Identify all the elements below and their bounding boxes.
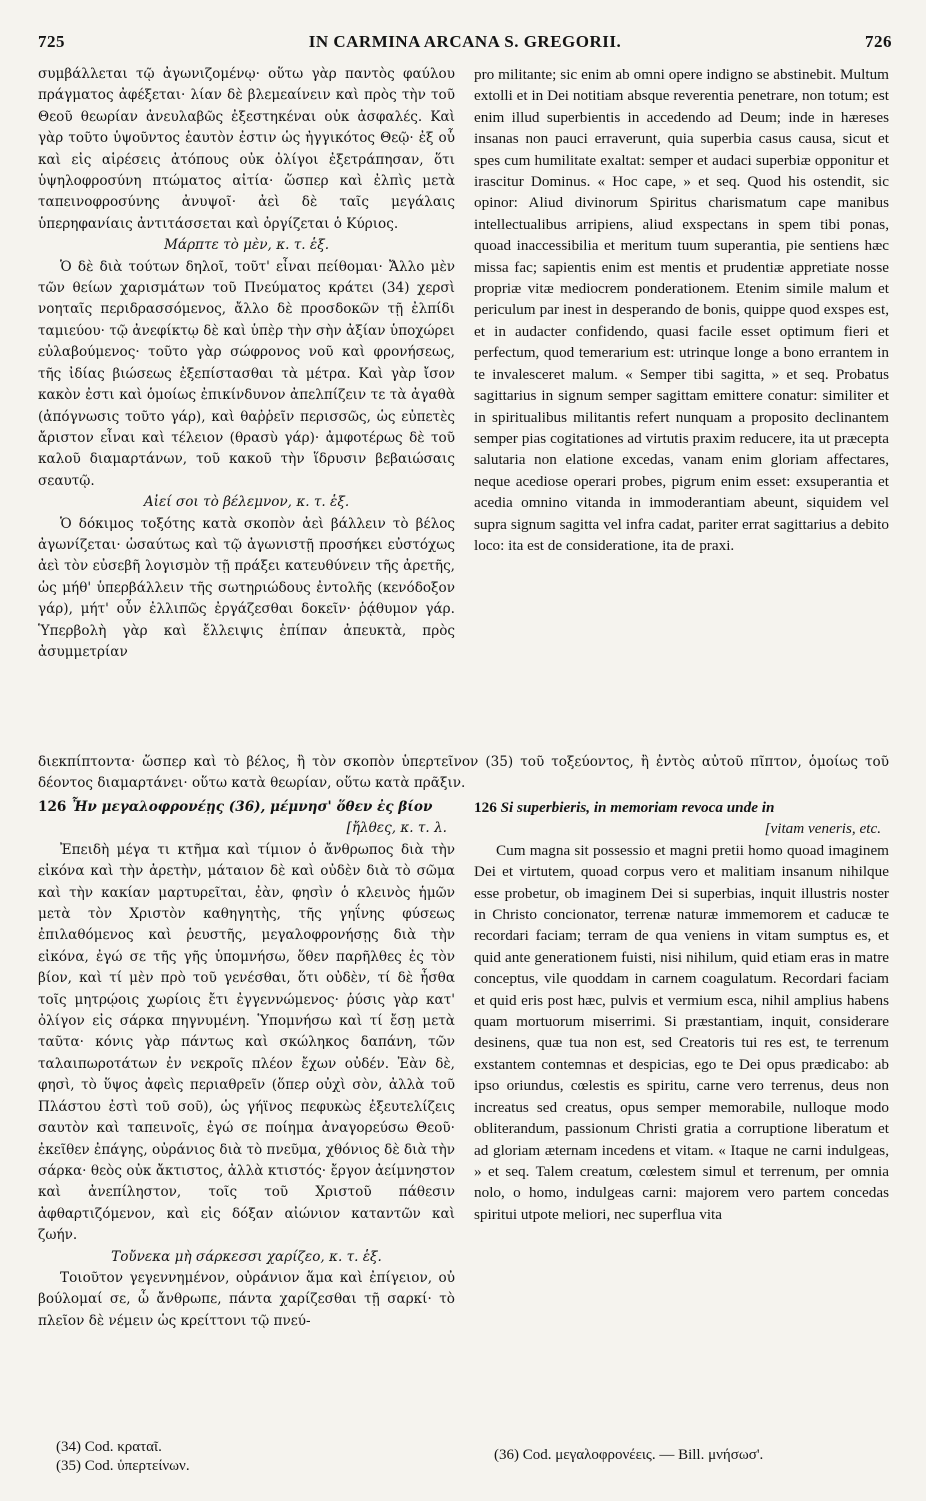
latin-paragraph: pro militante; sic enim ab omni opere indigno se abstinebit. Multum extolli et in Dei notitiam absque reverentia penetrare, non totum; est enim illud superbientis in accedendo ad Deum; inde in hæreses insanas non pauci erraverunt, quia superbia casus causa, sicut et spes cum humilitate exaltat: semper et audaci superbiæ opponitur et irascitur Dominus. « Hoc cape, » et seq. Quod his ostendit, sic opinor: Aliud divinorum Spiritus charismatum cape manibus intellectualibus arripiens, aliud exspectans in spem tibi ponas, quoad inaccessibilia et meritum tuum superantia, pie sentiens hæc missa fac; sapientis enim est mentis et prudentiæ appretiate nosse propriæ vitæ mediocrem ponderationem. Etenim simile malum et periculum par inest in desperando de bonis, quippe quod exspes est, et in audacter confidendo, quasi facile esset optimum fieri et perfectum, quod temerarium est: utrinque longe a bono errantem in te invalesceret malum. « Semper tibi sagitta, » et seq. Probatus sagittarius in signum semper sagittam emittere conatur: similiter et in spiritualibus militantis refert nunquam a proposito declinantem semper pias cogitationes ad virtutis praxim reducere, ita ut præcepta salutaria non elatione excedas, vanam enim gloriam affectares, neque acediose operari probes, pigrum enim esset: exsuperantia et acedia omnino vitanda in immoderantiam abeunt, siquidem vel supra signum sagitta vel infra cadat, pariter errat sagittarius a debito loco: ita est de consideratione, ita de praxi. [474, 66, 889, 554]
latin-paragraph: Cum magna sit possessio et magni pretii homo quoad imaginem Dei et virtutem, quoad corpus vero et malitiam insanum nihilque esse probetur, ob imaginem Dei si superbias, inquit illustris noster in Christo concionator, terrenæ naturæ immemorem et caducæ te recordari faciam; terram de qua veniens in vitam sumptus es, et quid ante generationem fuisti, nisi nihilum, quid etiam eras in matre conceptus, vile quoddam in carnem coagulatum. Recordari faciam et quid eris post hæc, pulvis et vermium esca, nihil amplius habens quam mortuorum miserrimi. Si præstantiam, inquit, considerare desinens, quæ tua non est, sed Creatoris tui res est, te terrenum exstantem contemnas et despicias, ego te Dei opus prædicabo: ab ipso oriundus, cœlestis es spiritu, carne vero terrenus, deus non increatus sed creatus, opus semper memorabile, nulloque modo obliterandum, passionum Christi gratia a corruptione liberatum et ad gloriam æternam incedens et vitam. « Itaque ne carni indulgeas, » et seq. Talem creatum, cœlestem simul et terrenum, per omnia nolo, o homo, indulgeas carni: majorem vero partem concedas spiritui utpote meliori, nec superflua vita [474, 841, 889, 1223]
section-heading-text: Ἦν μεγαλοφρονέῃς (36), μέμνησ' ὅθεν ἐς βίον [71, 799, 433, 815]
greek-column-bottom [38, 797, 455, 1332]
greek-paragraph: Ὁ δὲ διὰ τούτων δηλοῖ, τοῦτ' εἶναι πείθομαι· Ἄλλο μὲν τῶν θείων χαρισμάτων τοῦ Πνεύματος κράτει (34) χερσὶ νοηταῖς περιδρασσόμενος, ἄλλο δὲ προσδοκῶν τῇ ἐλπίδι ταμιεύου· τῷ ἀνεφίκτῳ δὲ καὶ ὑπὲρ τὴν σὴν ἀξίαν ὑποχώρει εὐλαβούμενος· τοῦτο γὰρ σώφρονος νοῦ καὶ φρονήσεως, τῆς ἰδίας βιώσεως ἐξεπίστασθαι τὰ μέτρα. Καὶ γὰρ ἴσον κακὸν ἐστι καὶ ὁμοίως ἐπικίνδυνον ἀπελπίζειν τε τὰ ἀγαθὰ (ἀπόγνωσις τοῦτο γάρ), καὶ θαῤῥεῖν περισσῶς, ὡς εὐπετὲς ἄριστον εἶναι καὶ τέλειον (θρασὺ γάρ)· ἀμφοτέρως δὲ τοῦ καλοῦ διαμαρτάνων, τοῦ κακοῦ τὴν ἵδρυσιν βεβαιώσαις σεαυτῷ. [38, 258, 455, 489]
greek-paragraph: Τοιοῦτον γεγεννημένον, οὐράνιον ἅμα καὶ ἐπίγειον, οὐ βούλομαί σε, ὦ ἄνθρωπε, πάντα χαρίζεσθαι τῇ σαρκί· τὸ πλεῖον δὲ νέμειν ὡς κρείττονι τῷ πνεύ- [38, 1269, 455, 1329]
footnote: (35) Cod. ὑπερτείνων. [56, 1458, 190, 1474]
latin-column-bottom [474, 797, 889, 1225]
footnote: (36) Cod. μεγαλοφρονέεις. — Bill. μνήσωσ'. [494, 1447, 764, 1463]
footnotes-right [494, 1446, 763, 1465]
greek-paragraph: Ἐπειδὴ μέγα τι κτῆμα καὶ τίμιον ὁ ἄνθρωπος διὰ τὴν εἰκόνα καὶ τὴν ἀρετὴν, μάταιον δὲ καὶ οὐδὲν διὰ τὸ σῶμα καὶ τὴν κακίαν μαρτυρεῖται, ἐὰν, φησὶν ὁ κλεινὸς ἡμῶν μετὰ τὸν Χριστὸν καθηγητὴς, τῆς γηΐνης φύσεως ἐπιλαθόμενος καὶ ῥευστῆς, μεγαλοφρονήσῃς διὰ τὴν εἰκόνα, ἐγώ σε τῆς γῆς ὑπομνήσω, ὅθεν παρῆλθες ἐς τὸν βίον, καὶ τί μὲν πρὸ τοῦ γενέσθαι, ὅτι οὐδὲν, τί δὲ ἦσθα τοῖς μητρῴοις χωρίοις ἔτι ἐγγεννώμενος· ῥύσις γὰρ κατ' ὀλίγον εἰς σάρκα πηγνυμένη. Ὑπομνήσω καὶ τί ἔσῃ μετὰ ταῦτα· κόνις γὰρ πάντως καὶ σκώληκος δαπάνη, τῶν ταλαιπωροτάτων ἐν νεκροῖς πλέον ἔχων οὐδέν. Ἐὰν δὲ, φησὶ, τὸ ὕψος ἀφεὶς περιαθρεῖν (ὅπερ οὐχὶ σὸν, ἀλλὰ τοῦ Πλάστου ἐστὶ τοῦ σοῦ), ὡς γήϊνος πεφυκὼς ἐξευτελίζεις σαυτὸν καὶ ταπεινοῖς, ἐγώ σε ποίημα ἀναγορεύσω Θεοῦ· ἐκεῖθεν ἐπάγης, οὐράνιος διὰ τὸ πνεῦμα, χθόνιος δὲ διὰ τὴν σάρκα· θεὸς οὐκ ἄκτιστος, ἀλλὰ κτιστός· ἔργον ἀείμνηστον καὶ ἀνεπίληστον, τοῖς τοῦ Χριστοῦ πάθεσιν ἀφθαρτιζόμενον, καὶ εἰς δόξαν αἰώνιον καταντῶν καὶ ζωήν. [38, 841, 455, 1244]
section-number: 126 [474, 799, 497, 816]
section-number: 126 [38, 799, 67, 815]
section-heading-continuation: [vitam veneris, etc. [764, 820, 881, 838]
footnote: (34) Cod. κραταῖ. [56, 1439, 162, 1455]
page-number-right: 726 [865, 32, 892, 51]
section-heading-text: Si superbieris, in memoriam revoca unde in [500, 799, 775, 816]
section-heading-greek [38, 797, 455, 818]
footnotes-left [56, 1438, 190, 1476]
full-line-text: διεκπίπτοντα· ὥσπερ καὶ τὸ βέλος, ἢ τὸν σκοπὸν ὑπερτεῖνον (35) τοῦ τοξεύοντος, ἢ ἐντὸς αὐτοῦ πῖπτον, ὁμοίως τοῦ δέοντος διαμαρτάνει· οὕτω κατὰ θεωρίαν, οὕτω κατὰ πρᾶξιν. [38, 754, 889, 791]
running-header [38, 32, 892, 54]
page-number-left: 725 [38, 32, 65, 51]
greek-paragraph: συμβάλλεται τῷ ἀγωνιζομένῳ· οὕτω γὰρ παντὸς φαύλου πράγματος ἀφέξεται· λίαν δὲ βλεμεαίνειν καὶ πρὸς τὴν τοῦ Θεοῦ θεωρίαν ἀνευλαβῶς ἐξεστηκέναι οὐκ ἀσφαλές. Καὶ γὰρ τοῦτο ὑψοῦντος ἑαυτὸν ἐστιν ὡς ἠγγικότος Θεῷ· ἐξ οὗ καὶ εἰς αἱρέσεις ἀτόπους οὐκ ὀλίγοι ἐξετράπησαν, ὅτι ὑψηλοφροσύνη πτώματος αἰτία· ὥσπερ καὶ ἐλπὶς μετὰ ταπεινοφροσύνης ἀνυψοῖ· ἀεὶ δὲ ταῖς μεγάλαις ὑπερηφανίαις ἀντιτάσσεται καὶ ὀργίζεται ὁ Κύριος. [38, 66, 455, 232]
greek-full-width-line [38, 752, 889, 794]
latin-column-top [474, 64, 889, 556]
greek-lemma: Τοὔνεκα μὴ σάρκεσσι χαρίζεο, κ. τ. ἑξ. [111, 1248, 382, 1265]
greek-lemma: Αἰεί σοι τὸ βέλεμνον, κ. τ. ἑξ. [143, 494, 350, 511]
greek-paragraph: Ὁ δόκιμος τοξότης κατὰ σκοπὸν ἀεὶ βάλλειν τὸ βέλος ἀγωνίζεται· ὡσαύτως καὶ τῷ ἀγωνιστῇ προσήκει εὐστόχως ἀεὶ τὸν εὐσεβῆ λογισμὸν τῇ πράξει κατευθύνειν τῆς ἀρετῆς, ὡς μήθ' ὑπερβάλλειν τῆς σωτηριώδους ἐντολῆς (κενόδοξον γάρ), μήτ' οὖν ἐλλιπῶς ἐργάζεσθαι δοκεῖν· ῥᾴθυμον γάρ. Ὑπερβολὴ γὰρ καὶ ἔλλειψις ἐπίπαν ἀπευκτὰ, πρὸς ἀσυμμετρίαν [38, 515, 455, 660]
greek-column-top [38, 64, 455, 663]
running-title: IN CARMINA ARCANA S. GREGORII. [308, 32, 622, 51]
section-heading-continuation: [ἤλθες, κ. τ. λ. [346, 820, 447, 837]
greek-lemma: Μάρπτε τὸ μὲν, κ. τ. ἑξ. [163, 237, 330, 254]
section-heading-latin [474, 797, 889, 818]
